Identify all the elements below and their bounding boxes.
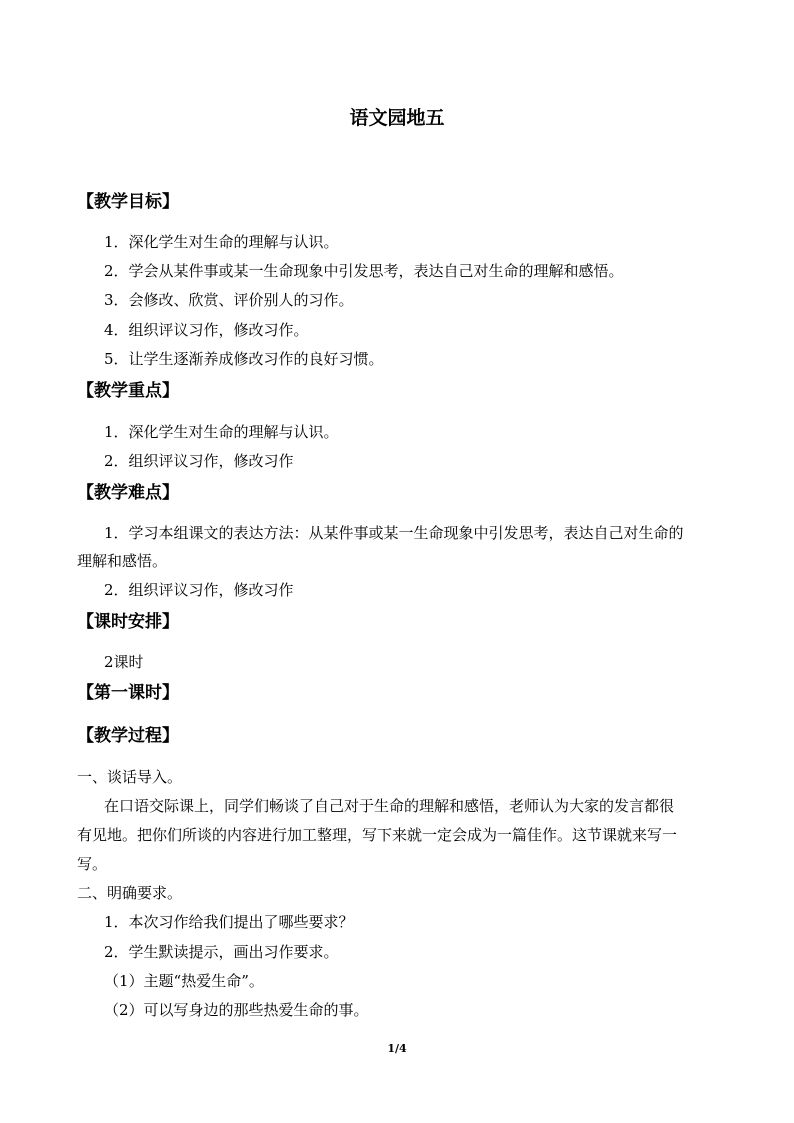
process-subitem: （1）主题“热爱生命”。 [104,972,264,990]
process-step: 二、明确要求。 [77,884,183,902]
key-point-item: 2．组织评议习作，修改习作 [104,452,294,470]
key-points-heading: 【教学重点】 [77,381,179,401]
schedule-text: 2课时 [104,653,144,671]
difficulty-item-continuation: 理解和感悟。 [77,552,168,570]
difficulty-item: 2．组织评议习作，修改习作 [104,581,294,599]
lesson-one-heading: 【第一课时】 [77,683,179,703]
objective-item: 1．深化学生对生命的理解与认识。 [104,233,339,251]
process-question: 2．学生默读提示，画出习作要求。 [104,943,339,961]
process-paragraph: 有见地。把你们所谈的内容进行加工整理，写下来就一定会成为一篇佳作。这节课就来写一 [77,826,678,844]
objective-item: 4．组织评议习作，修改习作。 [104,321,309,339]
difficulties-heading: 【教学难点】 [77,483,179,503]
objective-item: 3．会修改、欣赏、评价别人的习作。 [104,291,354,309]
objective-item: 2．学会从某件事或某一生命现象中引发思考，表达自己对生命的理解和感悟。 [104,262,624,280]
process-paragraph: 在口语交际课上，同学们畅谈了自己对于生命的理解和感悟，老师认为大家的发言都很 [104,797,675,815]
page-title: 语文园地五 [349,107,445,129]
schedule-heading: 【课时安排】 [77,612,179,632]
process-step: 一、谈话导入。 [77,768,183,786]
key-point-item: 1．深化学生对生命的理解与认识。 [104,423,339,441]
objective-item: 5．让学生逐渐养成修改习作的良好习惯。 [104,350,384,368]
process-paragraph: 写。 [77,855,108,873]
process-heading: 【教学过程】 [77,726,179,746]
process-question: 1．本次习作给我们提出了哪些要求？ [104,913,354,931]
page-number: 1/4 [387,1042,407,1055]
difficulty-item: 1．学习本组课文的表达方法：从某件事或某一生命现象中引发思考，表达自己对生命的 [104,524,684,542]
process-subitem: （2）可以写身边的那些热爱生命的事。 [104,1001,369,1019]
objectives-heading: 【教学目标】 [77,192,179,212]
